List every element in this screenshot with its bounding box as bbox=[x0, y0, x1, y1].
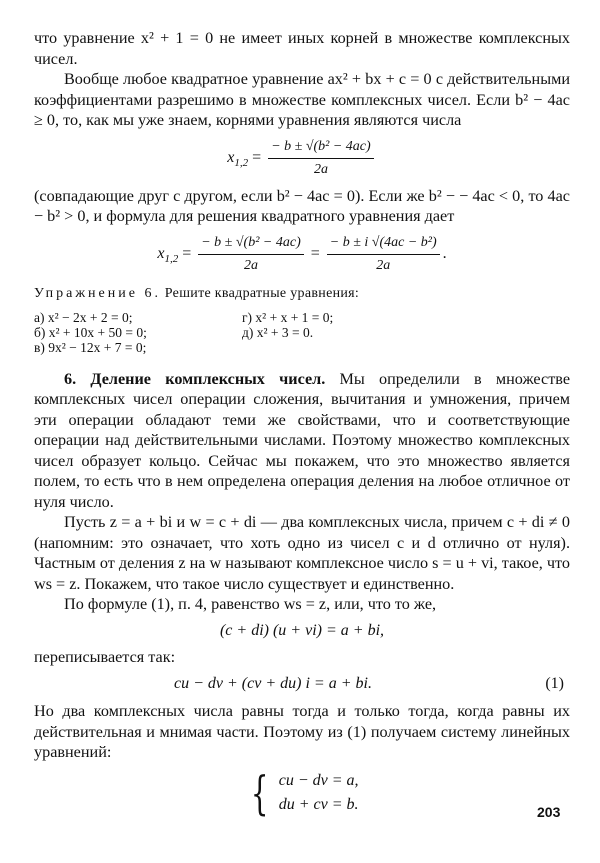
exercise-item: а) x² − 2x + 2 = 0; bbox=[34, 309, 133, 325]
paragraph-8: Но два комплексных числа равны тогда и только тогда, когда равны их действительная и мнимая части. Поэтому из (1) получаем систему линейных уравнений: bbox=[34, 702, 570, 761]
formula2-fraction-2 bbox=[327, 233, 440, 276]
formula-numerator: − b ± √(b² − 4ac) bbox=[268, 137, 374, 159]
formula2-equals-2: = bbox=[310, 244, 320, 262]
system-line-1: cu − dv = a, bbox=[278, 771, 359, 789]
exercise-list bbox=[34, 310, 570, 355]
exercise-row bbox=[34, 325, 570, 340]
exercise-item: в) 9x² − 12x + 7 = 0; bbox=[34, 339, 147, 355]
complex-root-formula bbox=[34, 233, 570, 276]
section-title: 6. Деление комплексных чисел. bbox=[64, 369, 326, 388]
equation-1 bbox=[34, 675, 570, 693]
formula-fraction bbox=[268, 137, 374, 180]
formula-equals: = bbox=[252, 148, 262, 166]
exercise-item: д) x² + 3 = 0. bbox=[242, 324, 314, 340]
formula2-subscript: 1,2 bbox=[164, 252, 179, 265]
paragraph-3: (совпадающие друг с другом, если b² − 4ac = 0). Если же b² − − 4ac < 0, то 4ac − b² > 0, и формула для решения квадратного уравнения дает bbox=[34, 186, 570, 225]
formula2-numerator-2: − b ± i √(4ac − b²) bbox=[327, 233, 440, 255]
formula-lhs: x bbox=[227, 148, 235, 166]
formula2-equals-1: = bbox=[182, 244, 192, 262]
exercise-label: Упражнение 6. bbox=[34, 285, 161, 301]
system-lines bbox=[279, 769, 359, 817]
equation-1-expression: cu − dv + (cv + du) i = a + bi. bbox=[174, 675, 372, 692]
system-brace: { bbox=[251, 765, 269, 820]
exercise-row bbox=[34, 340, 570, 355]
paragraph-1: что уравнение x² + 1 = 0 не имеет иных корней в множестве комплексных чисел. bbox=[34, 29, 570, 68]
system-line-2: du + cv = b. bbox=[278, 795, 359, 813]
formula2-tail: . bbox=[442, 244, 447, 262]
exercise-text: Решите квадратные уравнения: bbox=[164, 285, 360, 301]
exercise-item: б) x² + 10x + 50 = 0; bbox=[34, 324, 147, 340]
formula2-numerator-1: − b ± √(b² − 4ac) bbox=[198, 233, 304, 255]
paragraph-2: Вообще любое квадратное уравнение ax² + bx + c = 0 с действительными коэффициентами разрешимо в множестве комплексных чисел. Если b² − 4ac ≥ 0, то, как мы уже знаем, корнями уравнения являются числа bbox=[34, 70, 570, 129]
formula2-fraction-1 bbox=[198, 233, 304, 276]
exercise-item: г) x² + x + 1 = 0; bbox=[242, 309, 334, 325]
exercise-row bbox=[34, 310, 570, 325]
page-number: 203 bbox=[537, 804, 561, 820]
formula2-denominator-2: 2a bbox=[376, 257, 391, 273]
equation-1-label: (1) bbox=[545, 675, 564, 692]
root-formula bbox=[34, 137, 570, 180]
section-text: Мы определили в множестве комплексных чисел операции сложения, вычитания и умножения, причем эти операции обладают теми же свойствами, что и соответствующие операции над действительными числами. Поэтому множество комплексных чисел образует кольцо. Сейчас мы покажем, что это множество является полем, то есть что в нем определена операция деления на любое отличное от нуля число. bbox=[34, 369, 570, 511]
formula2-denominator-1: 2a bbox=[243, 257, 258, 273]
paragraph-6: По формуле (1), п. 4, равенство ws = z, или, что то же, bbox=[64, 595, 437, 613]
section-paragraph bbox=[34, 369, 570, 513]
formula-subscript: 1,2 bbox=[234, 156, 249, 169]
product-formula: (c + di) (u + vi) = a + bi, bbox=[219, 621, 385, 639]
linear-system bbox=[34, 765, 570, 820]
paragraph-5: Пусть z = a + bi и w = c + di — два комплексных числа, причем c + di ≠ 0 (напомним: это означает, что хоть одно из чисел c и d отлично от нуля). Частным от деления z на w называют комплексное число s = u + vi, такое, что ws = z. Покажем, что такое число существует и единственно. bbox=[34, 513, 570, 593]
paragraph-7: переписывается так: bbox=[34, 647, 176, 666]
formula2-lhs: x bbox=[157, 244, 165, 262]
exercise-heading bbox=[34, 286, 570, 302]
formula-denominator: 2a bbox=[313, 161, 328, 177]
